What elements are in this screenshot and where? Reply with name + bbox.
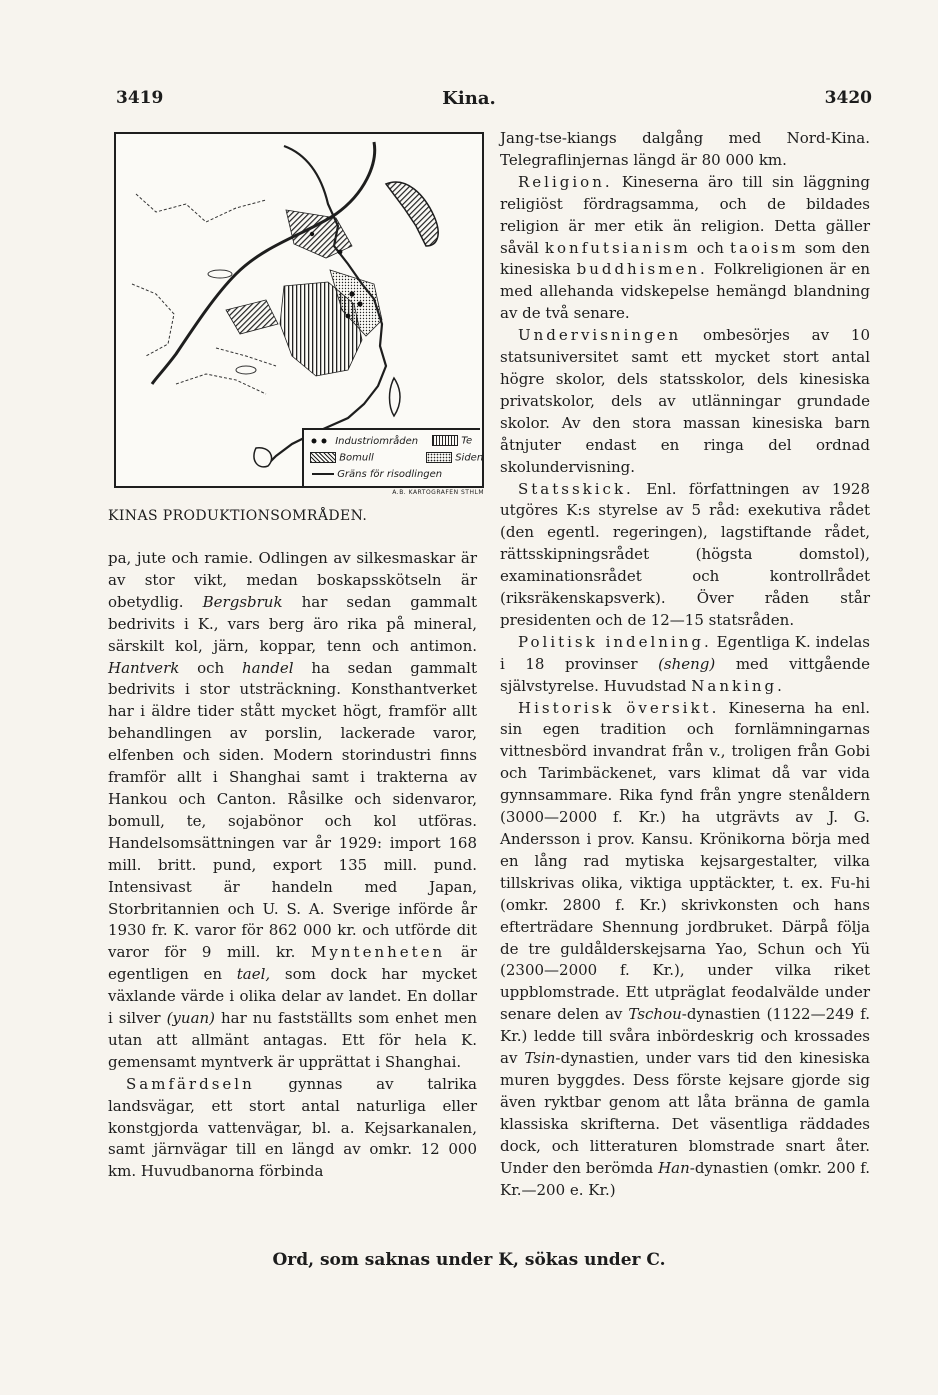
paragraph-undervisning: Undervisningen ombesörjes av 10 statsuniversitet samt ett mycket stort antal högre skolor, dels statsskolor, dels kinesiska privatskolor, dels av utlänningar grundade skolor. Av den stora massan kinesiska barn åtnjuter endast en ringa del ordnad skolundervisning.: [500, 326, 870, 476]
map-legend: [302, 428, 484, 486]
right-column: [500, 128, 870, 1201]
term-taoism: taoism: [729, 238, 799, 257]
paragraph-left-1: pa, jute och ramie. Odlingen av silkesmaskar är av stor vikt, medan boskapsskötseln är obetydlig. Bergsbruk har sedan gammalt bedrivits i K., vars berg äro rika på mineral, särskilt kol, järn, koppar, tenn och antimon. Hantverk och handel ha sedan gammalt bedrivits i stor utsträckning. Konsthantverket har i äldre tider stått mycket högt, framför allt behandlingen av porslin, lackerade varor, elfenben och siden. Modern storindustri finns framför allt i Shanghai samt i trakterna av Hankou och Canton. Råsilke och sidenvaror, bomull, te, sojabönor och kol utföras. Handelsomsättningen var år 1929: import 168 mill. britt. pund, export 135 mill. pund. Intensivast är handeln med Japan, Storbritannien och U. S. A. Sverige införde år 1930 fr. K. varor för 862 000 kr. och utförde dit varor för 9 mill. kr. Myntenheten är egentligen en tael, som dock har mycket växlande värde i olika delar av landet. En dollar i silver (yuan) har nu fastställts som enhet men utan att allmänt antagas. Ett för hela K. gemensamt myntverk är upprättat i Shanghai.: [108, 549, 477, 1071]
legend-bomull: Bomull: [339, 452, 374, 464]
term-bergsbruk: Bergsbruk: [202, 592, 283, 611]
cotton-region: [286, 210, 352, 258]
heading-samfardseln: Samfärdseln: [126, 1074, 255, 1093]
silk-swatch-icon: [426, 452, 452, 463]
term-tschou: Tschou: [628, 1005, 682, 1024]
term-konfutsianism: konfutsianism: [544, 238, 691, 257]
inland-borders: [132, 194, 276, 394]
legend-grans: Gräns för risodlingen: [337, 469, 443, 480]
paragraph-left-2: Samfärdseln gynnas av talrika landsvägar, ett stort antal naturliga eller konstgjorda vattenvägar, bl. a. Kejsarkanalen, samt järnvägar till en längd av omkr. 12 000 km. Huvudbanorna förbinda: [108, 1074, 477, 1181]
rice-line-icon: [312, 473, 334, 475]
page-footer-note: Ord, som saknas under K, sökas under C.: [272, 1250, 666, 1270]
heading-religion: Religion.: [518, 172, 613, 191]
term-buddhismen: buddhismen.: [576, 260, 708, 279]
term-handel: handel: [241, 658, 294, 677]
left-column: [108, 548, 477, 1183]
paragraph-statsskick: Statsskick. Enl. författningen av 1928 utgöres K:s styrelse av 5 råd: exekutiva rådet (den egentl. regeringen), lagstiftande rådet, rättsskipningsrådet (högsta domstol), examinationsrådet och kontrollrådet (riksräkenskapsverk). Över råden står presidenten och de 12—15 statsråden.: [500, 479, 870, 629]
page-number-left: 3419: [116, 88, 164, 108]
cotton-swatch-icon: [310, 452, 336, 463]
term-nanking: Nanking.: [691, 676, 785, 695]
term-hantverk: Hantverk: [108, 658, 180, 677]
term-yuan: (yuan): [166, 1009, 216, 1028]
legend-te: Te: [461, 435, 473, 447]
taiwan: [390, 378, 401, 416]
term-sheng: (sheng): [658, 654, 716, 673]
paragraph-religion: Religion. Kineserna äro till sin läggning religiöst fördragsamma, och de bildades religion är mer etik än religion. Detta gäller såväl konfutsianism och taoism som den kinesiska buddhismen. Folkreligionen är en med allehanda vidskepelse hemängd blandning av de två senare.: [500, 172, 870, 323]
china-production-map: [114, 132, 486, 500]
term-myntenheten: Myntenheten: [311, 943, 446, 962]
paragraph-historisk: Historisk översikt. Kineserna ha enl. sin egen tradition och fornlämningarnas vittnesbörd invandrat från v., troligen från Gobi och Tarimbäckenet, vars klimat då var vida gynnsammare. Rika fynd från yngre stenåldern (3000—2000 f. Kr.) ha utgrävts av J. G. Andersson i prov. Kansu. Krönikorna börja med en lång rad mytiska kejsargestalter, vilka tillskrivas olika, viktiga upptäckter, t. ex. Fu-hi (omkr. 2800 f. Kr.) skrivkonsten och hans efterträdare Shennung jordbruket. Därpå följa de tre guldålderskejsarna Yao, Schun och Yü (2300—2000 f. Kr.), under vilka riket uppblomstrade. Ett utpräglat feodalvälde under senare delen av Tschou-dynastien (1122—249 f. Kr.) ledde till svåra inbördeskrig och krossades av Tsin-dynastien, under vars tid den kinesiska muren byggdes. Dess förste kejsare gjorde sig även ryktbar genom att låta bränna de gamla klassiska skrifterna. Det väsentliga räddades dock, och litteraturen blomstrade snart åter. Under den berömda Han-dynastien (omkr. 200 f. Kr.—200 e. Kr.): [500, 698, 870, 1199]
map-caption: KINAS PRODUKTIONSOMRÅDEN.: [108, 508, 368, 524]
heading-statsskick: Statsskick.: [518, 479, 634, 498]
heading-undervisningen: Undervisningen: [518, 326, 682, 345]
page-title: Kina.: [442, 88, 496, 109]
page-number-right: 3420: [824, 88, 872, 108]
heading-politisk: Politisk indelning.: [518, 632, 712, 651]
page-header: [0, 88, 938, 114]
paragraph-politisk: Politisk indelning. Egentliga K. indelas i 18 provinser (sheng) med vittgående självstyrelse. Huvudstad Nanking.: [500, 632, 870, 695]
heading-historisk: Historisk översikt.: [518, 698, 720, 717]
legend-industri: Industriområden: [335, 436, 419, 447]
hainan: [254, 448, 272, 467]
term-han: Han: [658, 1158, 690, 1177]
term-tael: tael,: [236, 965, 271, 984]
industry-dot-icon: [310, 437, 332, 445]
legend-siden: Siden: [455, 452, 484, 464]
korea: [386, 182, 438, 246]
term-tsin: Tsin: [524, 1049, 556, 1068]
map-credit: A.B. KARTOGRAFEN STHLM: [392, 489, 484, 496]
tea-swatch-icon: [432, 435, 458, 446]
paragraph-right-0: Jang-tse-kiangs dalgång med Nord-Kina. Telegraflinjernas längd är 80 000 km.: [500, 129, 870, 169]
